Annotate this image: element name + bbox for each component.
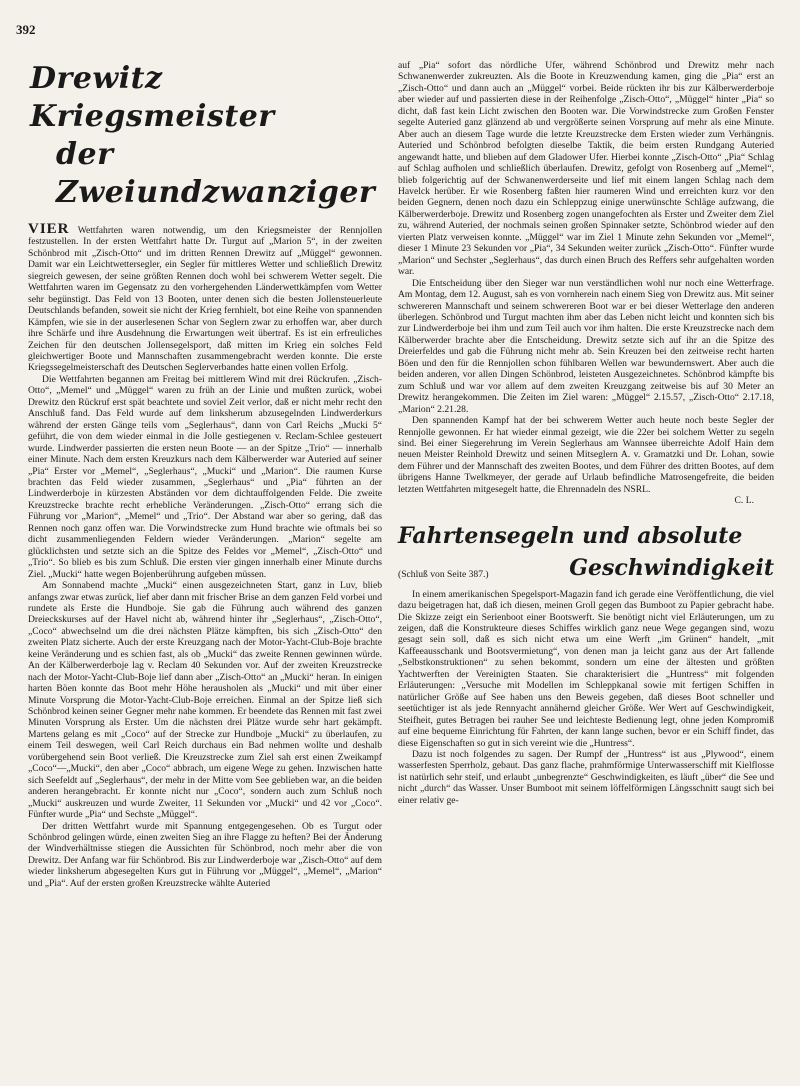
right-column xyxy=(398,60,774,806)
article-paragraph: Die Entscheidung über den Sieger war nun verständlichen wohl nur noch eine Wetterfrage. Am Montag, dem 12. August, sah es von vornherein nach einem Sieg von Drewitz aus. Mit seiner schwereren Mannschaft und seinem schwereren Boot war er bei dieser Wetterlage den anderen überlegen. Schönbrod und Turgut machten ihm aber das Leben nicht leicht und konnten sich bis zur Lindwerderboje bei ihm und zum Teil auch vor ihm halten. Die erste Kreuzstrecke nach dem Kälberwerder brachte aber die Entscheidung. Drewitz setzte sich auf ihr an die Spitze des Dreierfeldes und gab die Führung nicht mehr ab. Sein Kreuzen bei den zeitweise recht harten Böen und den für die Rennjollen schon fühlbaren Wellen war bewundernswert. Aber auch die beiden anderen, vor allen Dingen Schönbrod, leisteten Ausgezeichnetes. Schönbrod kämpfte bis zum Schluß und war vor allem auf dem zweiten Kreuzgang zeitweise bis auf 30 Meter an Drewitz herangekommen. Die Zeiten im Ziel waren: „Müggel“ 2.15.57, „Zisch-Otto“ 2.17.18, „Marion“ 2.21.28. xyxy=(398,277,774,415)
article-title-line-2: der Zweiundzwanziger xyxy=(56,137,376,210)
second-article-title-line-2: Geschwindigkeit xyxy=(569,554,774,581)
article-paragraph: auf „Pia“ sofort das nördliche Ufer, während Schönbrod und Drewitz mehr nach Schwanenwerder zukreuzten. Als die Boote in Kreuzwendung kamen, ging die „Pia“ erst an „Zisch-Otto“ und dann auch an „Müggel“ vorbei. Beide rückten ihr bis zur Kälberwerderboje aber wieder auf und passierten diese in der Reihenfolge „Zisch-Otto“, „Müggel“ hinter „Pia“ so dicht, daß fast kein Licht zwischen den Booten war. Die Vorwindstrecke zum Großen Fenster segelte Auteried ganz glänzend ab und vergrößerte seinen Vorsprung auf mehr als eine Minute. Aber auch an diesem Tage wurde die letzte Kreuzstrecke dem Ersten wieder zum Verhängnis. Auteried und Schönbrod befolgten dieselbe Taktik, die beim ersten Rundgang Auteried angewandt hatte, und blieben auf dem Gladower Ufer. Hierbei konnte „Zisch-Otto“ „Pia“ Schlag auf Schlag aufholen und schließlich überlaufen. Drewitz, gefolgt von Rosenberg auf „Memel“, blieb folgerichtig auf der Schwanenwerderseite und lief mit einem langen Schlag nach dem Havelck herüber. Er wie Rosenberg faßten hier raumeren Wind und erreichten kurz vor den beiden Gegnern, denen noch dazu ein Schleppzug einige unerwünschte Schläge aufzwang, die Kälberwerderboje. Drewitz und Rosenberg zogen unangefochten als Erster und Zweiter dem Ziel zu, während Auteried, der nochmals seinen großen Spinnaker setzte, Schönbrod wieder auf den vierten Platz verweisen konnte. „Müggel“ war im Ziel 1 Minute zehn Sekunden vor „Memel“, dieser 1 Minute 23 Sekunden vor „Pia“, 34 Sekunden weiter zurück „Zisch-Otto“. Fünfter wurde „Marion“ und Sechster „Seglerhaus“, das durch einen Bruch des Reffers sehr aufgehalten worden war. xyxy=(398,60,774,278)
article-title-line-1: Drewitz Kriegsmeister xyxy=(30,61,275,134)
article-paragraph: In einem amerikanischen Spegelsport-Magazin fand ich gerade eine Veröffentlichung, die viel dazu beigetragen hat, daß ich diesen, meinen Groll gegen das Bumboot zu Papier gebracht habe. Die Skizze zeigt ein Serienboot einer Bootswerft. Sie benötigt nicht viel Erläuterungen, um zu zeigen, daß die Konstrukteure dieses Schiffes wirklich ganz neue Wege gegangen sind, wozu gesagt sein soll, daß es sich nicht etwa um eine Werft „im Grünen“ handelt, „mit Kaffeeausschank und Bootsvermietung“, von denen man ja leicht ganz aus der Art fallende „Selbstkonstruktionen“ zu sehen bekommt, sondern um eine der ältesten und größten Yachtwerften der Vereinigten Staaten. Sie charakterisiert die „Huntress“ mit folgenden Erläuterungen: „Versuche mit Modellen im Schleppkanal sowie mit fertigen Schiffen in natürlicher Größe auf See haben uns den Beweis gegeben, daß dieses Boot schneller und seetüchtiger ist als jede Rennyacht annähernd gleicher Größe. Wer Wert auf Geschwindigkeit, Steifheit, gutes Betragen bei rauher See und leichteste Bedienung legt, ohne jeden Kompromiß auf eine bequeme Einrichtung für Fahrten, der kann lange suchen, bevor er ein Schiff findet, das diese Eigenschaften so gut in sich vereint wie die „Huntress“. xyxy=(398,588,774,749)
continued-note: (Schluß von Seite 387.) xyxy=(398,569,489,581)
second-article-subtitle-row xyxy=(398,555,774,581)
page-number: 392 xyxy=(16,22,36,37)
article-title xyxy=(28,60,382,212)
article-paragraph: Der dritten Wettfahrt wurde mit Spannung entgegengesehen. Ob es Turgut oder Schönbrod gelingen würde, einen zweiten Sieg an ihre Flagge zu heften? Bei der Änderung der Windverhältnisse stiegen die Aussichten für Schönbrod, noch mehr aber die von Drewitz. Der Anfang war für Schönbrod. Bis zur Lindwerderboje war „Zisch-Otto“ auf dem wieder linksherum abgesegelten Kurs gut in Führung vor „Müggel“, „Memel“, „Marion“ und „Pia“. Auf der ersten großen Kreuzstrecke wählte Auteried xyxy=(28,820,382,889)
article-paragraph: Am Sonnabend machte „Mucki“ einen ausgezeichneten Start, ganz in Luv, blieb anfangs zwar etwas zurück, lief aber dann mit frischer Brise an dem ganzen Feld vorbei und rundete als Erste die Hundboje. Sie gab die Führung auch während des ganzen Dreieckskurses auf der Havel nicht ab, während hinter ihr „Seglerhaus“, „Zisch-Otto“, „Coco“ abwechselnd um die drei nächsten Plätze kämpften, bis sich „Zisch-Otto“ den zweiten Platz sicherte. Auch der erste Kreuzgang nach der Motor-Yacht-Club-Boje brachte keine Veränderung und es schien fast, als ob „Mucki“ das zweite Rennen gewinnen würde. An der Kälberwerderboje lag v. Reclam 40 Sekunden vor. Auf der zweiten Kreuzstrecke nach der Motor-Yacht-Club-Boje lief dann aber „Zisch-Otto“ an „Mucki“ heran. In einigen harten Böen konnte das Boot mehr Höhe herausholen als „Mucki“ und mit über einer Minute Vorsprung die Motor-Yacht-Club-Boje erreichen. Einmal an der Spitze ließ sich Schönbrod keinen seiner Gegner mehr nahe kommen. Er beendete das Rennen mit fast zwei Minuten Vorsprung als Erster. Um die nächsten drei Plätze wurde sehr hart gekämpft. Martens gelang es mit „Coco“ auf der Strecke zur Hundboje „Mucki“ zu überlaufen, zu einem Teil deswegen, weil Carl Reich durchaus ein Bad nehmen wollte und deshalb vorübergehend sein Boot verließ. Die Kreuzstrecke zum Ziel sah erst einen Zweikampf „Coco“—„Mucki“, den aber „Coco“ abbrach, um eigene Wege zu gehen. Inzwischen hatte sich Seefeldt auf „Seglerhaus“, der mehr in der Mitte vom See geblieben war, an die beiden anderen herangebracht. Er konnte nicht nur „Coco“, sondern auch zum Schluß noch „Mucki“ auskreuzen und wurde Zweiter, 11 Sekunden vor „Mucki“ und 42 vor „Coco“. Fünfter wurde „Pia“ und Sechste „Müggel“. xyxy=(28,580,382,821)
second-article-title: Fahrtensegeln und absolute xyxy=(398,522,743,549)
article-paragraph: Den spannenden Kampf hat der bei schwerem Wetter auch heute noch beste Segler der Rennjolle gewonnen. Er hat wieder einmal gezeigt, wie die 22er bei solchem Wetter zu segeln sind. Bei einer Siegerehrung im Verein Seglerhaus am Wannsee überreichte Adolf Hain dem neuen Meister Reinhold Drewitz und seinen Mitseglern A. v. Gramatzki und Dr. Lohan, sowie dem Führer und der Mannschaft des zweiten Bootes, und dem Führer des dritten Bootes, auf dem übrigens Hanne Twelkmeyer, der gerade auf Urlaub befindliche Matrosengefreite, die beiden letzten Wettfahrten mitgesegelt hatte, die Ehrennadeln des NSRL. xyxy=(398,415,774,495)
article-paragraph: Dazu ist noch folgendes zu sagen. Der Rumpf der „Huntress“ ist aus „Plywood“, einem wasserfesten Sperrholz, gebaut. Das ganz flache, prahmförmige Unterwasserschiff mit Kielflosse ist natürlich sehr steif, und erlaubt „unbegrenzte“ Geschwindigkeiten, es läuft „über“ die See und nicht „durch“ das Wasser. Unser Bumboot mit seinem löffelförmigen Längsschnitt saugt sich bei einer relativ ge- xyxy=(398,749,774,806)
article-paragraph: Die Wettfahrten begannen am Freitag bei mittlerem Wind mit drei Rückrufen. „Zisch-Otto“, „Memel“ und „Müggel“ waren zu früh an der Linie und mußten zurück, wobei Drewitz den Rückruf erst spät beachtete und soviel Zeit verlor, daß er nicht mehr recht den Anschluß fand. Das Feld wurde auf dem linksherum abzusegelnden Lindwerderkurs während der ersten Gänge teils vom „Seglerhaus“, dann von Carl Reichs „Mucki 5“ geführt, die von dem wieder einmal in die Jolle gestiegenen v. Reclam-Schlee gesteuert wurde. Lindwerder passierten die ersten neun Boote — an der Spitze „Trio“ — innerhalb einer Minute. Nach dem ersten Kreuzkurs nach dem Kälberwerder war Auteried auf seiner „Pia“ Erster vor „Memel“, „Seglerhaus“, „Mucki“ und „Marion“. Die raumen Kurse brachten das Feld wieder zusammen, „Seglerhaus“ und „Pia“ führten an der Lindwerderboje in kürzesten Abständen vor dem dichtauffolgenden Felde. Die zweite Kreuzstrecke brachte recht erhebliche Veränderungen. „Zisch-Otto“ errang sich die Führung vor „Marion“, „Memel“ und „Trio“. Der Abstand war aber so gering, daß das Rennen noch ganz offen war. Die Vorwindstrecke zum Hund brachte wie oftmals bei so dicht zusammenliegenden Feldern wieder Veränderungen. „Marion“ segelte am glücklichsten und setzte sich an die Spitze des Feldes vor „Memel“, „Zisch-Otto“ und „Trio“. So blieb es bis zum Schluß. Die ersten vier gingen innerhalb einer Minute durchs Ziel. „Mucki“ hatte wegen Bojenberührung aufgeben müssen. xyxy=(28,373,382,580)
drop-cap: VIER xyxy=(28,221,70,237)
article-paragraph: VIER Wettfahrten waren notwendig, um den Kriegsmeister der Rennjollen festzustellen. In der ersten Wettfahrt hatte Dr. Turgut auf „Marion 5“, in der zweiten Schönbrod mit „Zisch-Otto“ und im dritten Rennen Drewitz auf „Müggel“ gewonnen. Damit war ein Leichtwettersegler, ein Segler für mittleres Wetter und schließlich Drewitz siegreich gewesen, der seine größten Rennen doch wohl bei schwerem Wetter segelt. Die Wettfahrten waren im Gegensatz zu den vorhergehenden Länderwettkämpfen vom Wetter sehr begünstigt. Das Feld von 13 Booten, unter denen sich die besten Jollensteuerleute Deutschlands befanden, soweit sie nicht der Krieg fernhielt, bot eine Reihe von spannenden Kämpfen, wie sie in der auserlesenen Schar von Seglern zwar zu erhoffen war, aber durch ihre Schärfe und ihre Ausdehnung die Erwartungen weit übertraf. Es ist ein erfreuliches Zeichen für den deutschen Jollensegelsport, daß mitten im Krieg ein solches Feld gleichwertiger Boote und Mannschaften zusammengebracht werden konnte. Die erste Kriegssegelmeisterschaft des Deutschen Seglerverbandes hatte einen vollen Erfolg. xyxy=(28,221,382,374)
left-column xyxy=(28,60,382,889)
author-signature: C. L. xyxy=(734,495,754,507)
